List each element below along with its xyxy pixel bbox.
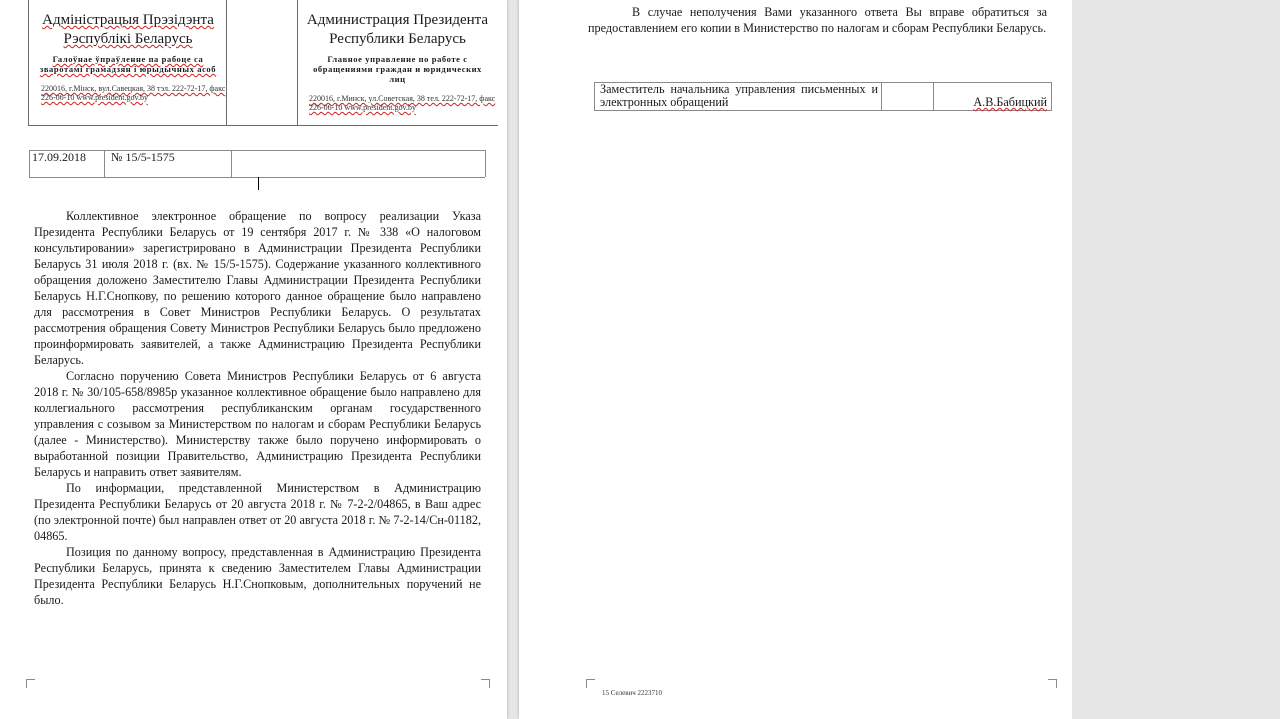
registration-table [29,150,485,178]
table-border [29,150,30,177]
table-border [881,83,882,110]
paragraph: Позиция по данному вопросу, представленная в Администрацию Президента Республики Беларусь, принята к сведению Заместителем Главы Администрации Президента Республики Беларусь Н.Г.Снопковым, дополнительных поручений не было. [34,545,481,607]
signer-name: А.В.Бабицкий [973,95,1047,109]
letterhead-emblem-area [226,0,298,126]
paragraph: Коллективное электронное обращение по вопросу реализации Указа Президента Республики Беларусь от 19 сентября 2017 г. № 338 «О налоговом консультировании» зарегистрировано в Администрации Президента Республики Беларусь 31 июля 2018 г. (вх. № 15/5-1575). Содержание указанного коллективного обращения доложено Заместителю Главы Администрации Президента Республики Беларусь Н.Г.Снопкову, по решению которого данное обращение было направлено для рассмотрения в Совет Министров Республики Беларусь. О результатах рассмотрения обращения Совету Министров Республики Беларусь было предложено проинформировать заявителей, а также Администрацию Президента Республики Беларусь. [34,209,481,367]
crop-mark [481,679,490,688]
crop-mark [1048,679,1057,688]
workspace-background [1072,0,1280,719]
letter-body[interactable] [34,208,481,608]
registration-number: № 15/5-1575 [111,150,175,164]
paragraph: Согласно поручению Совета Министров Республики Беларусь от 6 августа 2018 г. № 30/105-658/8985р указанное коллективное обращение было направлено для коллегиального рассмотрения республиканским органам государственного управления с созывом за Министерством по налогам и сборам Республики Беларусь (далее - Министерство). Министерству также было поручено информировать о выработанной позиции Правительство, Администрацию Президента Республики Беларусь и направить ответ заявителям. [34,369,481,479]
letterhead-belarusian [28,0,227,126]
paragraph: В случае неполучения Вами указанного ответа Вы вправе обратиться за предоставлением его копии в Министерство по налогам и сборам Республики Беларусь. [588,5,1047,35]
paragraph: По информации, представленной Министерством в Администрацию Президента Республики Беларусь от 20 августа 2018 г. № 7-2-2/04865, в Ваш адрес (по электронной почте) был направлен ответ от 20 августа 2018 г. № 7-2-14/Сн-01182, 04865. [34,481,481,543]
letterhead-address-by: 220016, г.Мінск, вул.Савецкая, 38 тэл. 222-72-17, факс 226-06-10 www.president.gov.by [41,84,226,102]
letterhead-title-by: Адміністрацыя Прэзідэнта Рэспублікі Беларусь [42,12,214,47]
executor-note: 15 Селевич 2223710 [602,689,663,697]
table-border [104,150,105,177]
text-cursor[interactable] [258,177,259,190]
table-border [485,150,486,177]
letterhead-russian [297,0,498,126]
letter-body-continued[interactable] [588,4,1047,36]
registration-date: 17.09.2018 [32,150,86,164]
letterhead-address-ru: 220016, г.Минск, ул.Советская, 38 тел. 222-72-17, факс 226-06-10 www.president.gov.by [309,94,496,112]
letterhead-subtitle-ru: Главное управление по работе с обращениями граждан и юридических лиц [313,54,482,84]
table-border [933,83,934,110]
crop-mark [26,679,35,688]
signer-position: Заместитель начальника управления письменных и электронных обращений [600,82,878,109]
signature-table [594,82,1052,111]
crop-mark [586,679,595,688]
letterhead-title-ru: Администрация Президента Республики Беларусь [306,12,489,47]
table-border [231,150,232,177]
letterhead-subtitle-by: Галоўнае ўпраўленне па рабоце са зваротамі грамадзян і юрыдычных асоб [39,54,217,74]
